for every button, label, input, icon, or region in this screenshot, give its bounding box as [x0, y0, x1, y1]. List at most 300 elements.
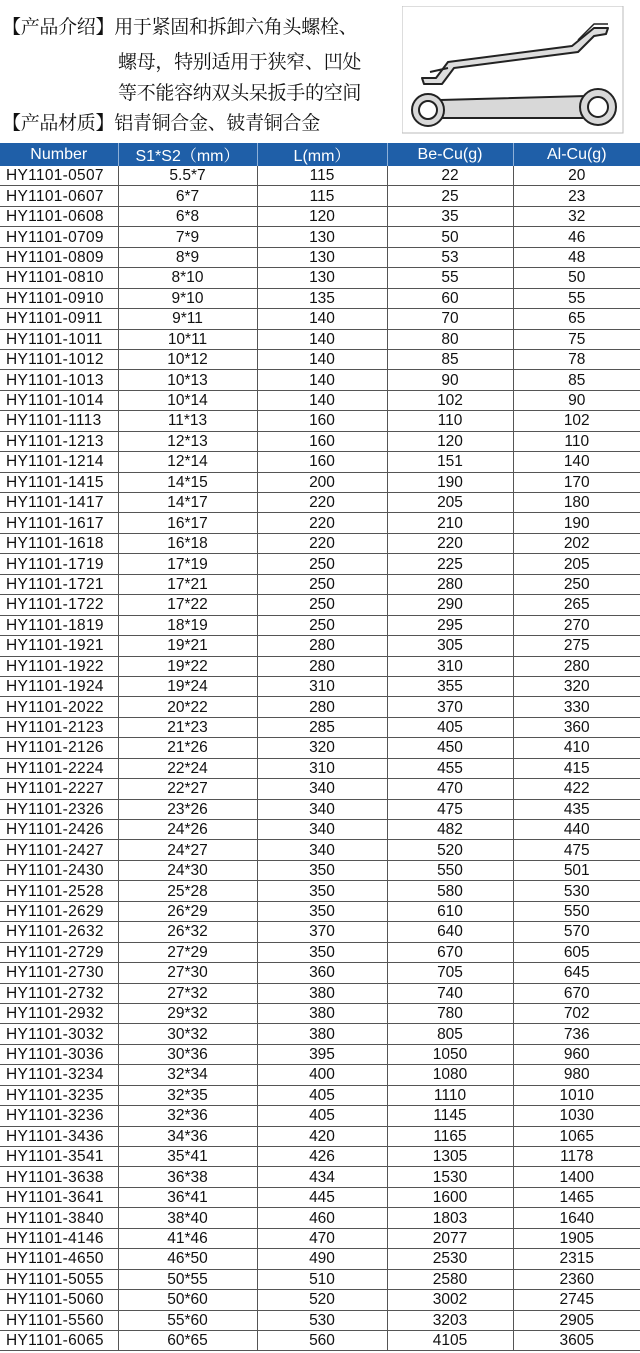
- cell-length: 340: [257, 840, 387, 860]
- cell-al-cu: 3605: [513, 1330, 640, 1350]
- cell-be-cu: 80: [387, 329, 513, 349]
- cell-al-cu: 980: [513, 1065, 640, 1085]
- table-row: [0, 942, 640, 962]
- table-row: [0, 513, 640, 533]
- table-row: [0, 288, 640, 308]
- cell-number: HY1101-1213: [0, 431, 118, 451]
- cell-size: 18*19: [118, 615, 257, 635]
- cell-size: 26*32: [118, 922, 257, 942]
- cell-be-cu: 1305: [387, 1147, 513, 1167]
- material-tag: 【产品材质】: [2, 112, 115, 134]
- cell-size: 34*36: [118, 1126, 257, 1146]
- table-header-row: [0, 143, 640, 166]
- cell-be-cu: 53: [387, 247, 513, 267]
- cell-number: HY1101-3036: [0, 1044, 118, 1064]
- cell-al-cu: 2315: [513, 1249, 640, 1269]
- table-row: [0, 1085, 640, 1105]
- cell-al-cu: 250: [513, 574, 640, 594]
- cell-be-cu: 520: [387, 840, 513, 860]
- cell-length: 380: [257, 983, 387, 1003]
- table-row: [0, 881, 640, 901]
- cell-length: 250: [257, 595, 387, 615]
- table-row: [0, 1187, 640, 1207]
- cell-length: 340: [257, 779, 387, 799]
- cell-number: HY1101-2629: [0, 901, 118, 921]
- table-row: [0, 860, 640, 880]
- cell-length: 395: [257, 1044, 387, 1064]
- table-row: [0, 697, 640, 717]
- cell-be-cu: 370: [387, 697, 513, 717]
- cell-length: 280: [257, 656, 387, 676]
- cell-length: 340: [257, 820, 387, 840]
- cell-size: 46*50: [118, 1249, 257, 1269]
- cell-length: 135: [257, 288, 387, 308]
- cell-number: HY1101-0607: [0, 186, 118, 206]
- cell-size: 19*24: [118, 676, 257, 696]
- table-row: [0, 1290, 640, 1310]
- cell-length: 280: [257, 697, 387, 717]
- table-row: [0, 268, 640, 288]
- cell-be-cu: 85: [387, 349, 513, 369]
- spec-table: [0, 143, 640, 1351]
- cell-al-cu: 736: [513, 1024, 640, 1044]
- cell-number: HY1101-3235: [0, 1085, 118, 1105]
- table-row: [0, 738, 640, 758]
- table-row: [0, 493, 640, 513]
- cell-number: HY1101-3234: [0, 1065, 118, 1085]
- cell-be-cu: 610: [387, 901, 513, 921]
- cell-al-cu: 205: [513, 554, 640, 574]
- cell-al-cu: 550: [513, 901, 640, 921]
- cell-be-cu: 550: [387, 860, 513, 880]
- cell-al-cu: 190: [513, 513, 640, 533]
- cell-be-cu: 1803: [387, 1208, 513, 1228]
- cell-al-cu: 1178: [513, 1147, 640, 1167]
- cell-length: 350: [257, 901, 387, 921]
- cell-size: 36*38: [118, 1167, 257, 1187]
- table-row: [0, 1228, 640, 1248]
- cell-length: 120: [257, 206, 387, 226]
- cell-length: 160: [257, 452, 387, 472]
- cell-size: 19*21: [118, 636, 257, 656]
- col-header-length: L(mm）: [257, 143, 387, 166]
- cell-size: 10*12: [118, 349, 257, 369]
- cell-size: 24*26: [118, 820, 257, 840]
- cell-be-cu: 305: [387, 636, 513, 656]
- cell-be-cu: 205: [387, 493, 513, 513]
- cell-number: HY1101-3436: [0, 1126, 118, 1146]
- cell-number: HY1101-1721: [0, 574, 118, 594]
- cell-al-cu: 440: [513, 820, 640, 840]
- cell-number: HY1101-1722: [0, 595, 118, 615]
- col-header-al-cu: Al-Cu(g): [513, 143, 640, 166]
- cell-al-cu: 320: [513, 676, 640, 696]
- cell-length: 140: [257, 390, 387, 410]
- cell-be-cu: 2530: [387, 1249, 513, 1269]
- cell-length: 200: [257, 472, 387, 492]
- cell-number: HY1101-4650: [0, 1249, 118, 1269]
- cell-length: 250: [257, 554, 387, 574]
- cell-length: 340: [257, 799, 387, 819]
- cell-size: 50*55: [118, 1269, 257, 1289]
- cell-be-cu: 1145: [387, 1106, 513, 1126]
- cell-length: 445: [257, 1187, 387, 1207]
- cell-al-cu: 645: [513, 963, 640, 983]
- cell-length: 250: [257, 615, 387, 635]
- cell-length: 310: [257, 676, 387, 696]
- cell-al-cu: 1030: [513, 1106, 640, 1126]
- table-row: [0, 676, 640, 696]
- cell-number: HY1101-0810: [0, 268, 118, 288]
- cell-size: 30*32: [118, 1024, 257, 1044]
- cell-size: 35*41: [118, 1147, 257, 1167]
- table-row: [0, 370, 640, 390]
- table-row: [0, 1249, 640, 1269]
- cell-length: 530: [257, 1310, 387, 1330]
- cell-number: HY1101-3840: [0, 1208, 118, 1228]
- cell-length: 380: [257, 1024, 387, 1044]
- cell-number: HY1101-3032: [0, 1024, 118, 1044]
- cell-size: 17*19: [118, 554, 257, 574]
- table-row: [0, 1330, 640, 1350]
- cell-be-cu: 705: [387, 963, 513, 983]
- cell-size: 8*9: [118, 247, 257, 267]
- cell-be-cu: 640: [387, 922, 513, 942]
- cell-size: 10*11: [118, 329, 257, 349]
- cell-be-cu: 280: [387, 574, 513, 594]
- cell-be-cu: 220: [387, 533, 513, 553]
- cell-number: HY1101-5055: [0, 1269, 118, 1289]
- cell-size: 16*17: [118, 513, 257, 533]
- cell-al-cu: 1010: [513, 1085, 640, 1105]
- cell-length: 220: [257, 493, 387, 513]
- cell-al-cu: 75: [513, 329, 640, 349]
- cell-length: 510: [257, 1269, 387, 1289]
- intro-line-1: [2, 14, 357, 40]
- cell-al-cu: 415: [513, 758, 640, 778]
- cell-al-cu: 1640: [513, 1208, 640, 1228]
- table-body: [0, 166, 640, 1351]
- cell-al-cu: 670: [513, 983, 640, 1003]
- cell-number: HY1101-1924: [0, 676, 118, 696]
- table-row: [0, 206, 640, 226]
- cell-be-cu: 1080: [387, 1065, 513, 1085]
- table-row: [0, 1126, 640, 1146]
- cell-al-cu: 435: [513, 799, 640, 819]
- table-row: [0, 615, 640, 635]
- table-row: [0, 533, 640, 553]
- cell-be-cu: 25: [387, 186, 513, 206]
- table-row: [0, 309, 640, 329]
- table-row: [0, 227, 640, 247]
- cell-be-cu: 1050: [387, 1044, 513, 1064]
- cell-size: 8*10: [118, 268, 257, 288]
- intro-line-3: 等不能容纳双头呆扳手的空间: [118, 82, 362, 104]
- cell-size: 32*34: [118, 1065, 257, 1085]
- cell-al-cu: 46: [513, 227, 640, 247]
- cell-size: 27*30: [118, 963, 257, 983]
- cell-be-cu: 102: [387, 390, 513, 410]
- cell-al-cu: 2745: [513, 1290, 640, 1310]
- cell-al-cu: 23: [513, 186, 640, 206]
- cell-length: 350: [257, 860, 387, 880]
- cell-length: 320: [257, 738, 387, 758]
- table-row: [0, 1044, 640, 1064]
- cell-size: 23*26: [118, 799, 257, 819]
- cell-be-cu: 450: [387, 738, 513, 758]
- cell-length: 380: [257, 1003, 387, 1023]
- cell-al-cu: 102: [513, 411, 640, 431]
- table-row: [0, 1065, 640, 1085]
- table-row: [0, 554, 640, 574]
- col-header-be-cu: Be-Cu(g): [387, 143, 513, 166]
- table-row: [0, 820, 640, 840]
- cell-length: 220: [257, 533, 387, 553]
- cell-size: 9*11: [118, 309, 257, 329]
- table-row: [0, 1024, 640, 1044]
- cell-al-cu: 501: [513, 860, 640, 880]
- offset-double-ring-wrench-icon: [402, 6, 624, 134]
- cell-be-cu: 805: [387, 1024, 513, 1044]
- cell-al-cu: 265: [513, 595, 640, 615]
- cell-length: 130: [257, 268, 387, 288]
- cell-size: 36*41: [118, 1187, 257, 1207]
- cell-al-cu: 422: [513, 779, 640, 799]
- table-row: [0, 186, 640, 206]
- cell-size: 27*32: [118, 983, 257, 1003]
- cell-al-cu: 48: [513, 247, 640, 267]
- cell-be-cu: 210: [387, 513, 513, 533]
- table-row: [0, 799, 640, 819]
- cell-size: 32*35: [118, 1085, 257, 1105]
- cell-length: 426: [257, 1147, 387, 1167]
- cell-al-cu: 170: [513, 472, 640, 492]
- cell-number: HY1101-4146: [0, 1228, 118, 1248]
- cell-size: 14*17: [118, 493, 257, 513]
- cell-size: 20*22: [118, 697, 257, 717]
- table-row: [0, 779, 640, 799]
- cell-al-cu: 410: [513, 738, 640, 758]
- cell-number: HY1101-1214: [0, 452, 118, 472]
- cell-size: 22*27: [118, 779, 257, 799]
- cell-size: 5.5*7: [118, 166, 257, 186]
- cell-al-cu: 140: [513, 452, 640, 472]
- table-row: [0, 1269, 640, 1289]
- cell-be-cu: 740: [387, 983, 513, 1003]
- cell-length: 280: [257, 636, 387, 656]
- table-row: [0, 758, 640, 778]
- cell-al-cu: 275: [513, 636, 640, 656]
- cell-length: 370: [257, 922, 387, 942]
- cell-length: 160: [257, 411, 387, 431]
- cell-length: 220: [257, 513, 387, 533]
- cell-length: 115: [257, 186, 387, 206]
- cell-number: HY1101-1013: [0, 370, 118, 390]
- cell-number: HY1101-2730: [0, 963, 118, 983]
- table-row: [0, 1208, 640, 1228]
- table-row: [0, 472, 640, 492]
- cell-be-cu: 225: [387, 554, 513, 574]
- cell-be-cu: 310: [387, 656, 513, 676]
- cell-number: HY1101-2732: [0, 983, 118, 1003]
- cell-size: 29*32: [118, 1003, 257, 1023]
- cell-size: 16*18: [118, 533, 257, 553]
- table-row: [0, 452, 640, 472]
- cell-be-cu: 1110: [387, 1085, 513, 1105]
- cell-size: 6*8: [118, 206, 257, 226]
- cell-number: HY1101-2528: [0, 881, 118, 901]
- cell-be-cu: 190: [387, 472, 513, 492]
- cell-al-cu: 1465: [513, 1187, 640, 1207]
- table-row: [0, 595, 640, 615]
- cell-number: HY1101-2427: [0, 840, 118, 860]
- table-row: [0, 983, 640, 1003]
- cell-number: HY1101-2430: [0, 860, 118, 880]
- cell-length: 310: [257, 758, 387, 778]
- cell-number: HY1101-1011: [0, 329, 118, 349]
- cell-al-cu: 270: [513, 615, 640, 635]
- cell-al-cu: 280: [513, 656, 640, 676]
- cell-al-cu: 65: [513, 309, 640, 329]
- cell-length: 470: [257, 1228, 387, 1248]
- cell-number: HY1101-2932: [0, 1003, 118, 1023]
- cell-length: 250: [257, 574, 387, 594]
- cell-al-cu: 475: [513, 840, 640, 860]
- cell-number: HY1101-6065: [0, 1330, 118, 1350]
- cell-size: 10*14: [118, 390, 257, 410]
- cell-size: 12*13: [118, 431, 257, 451]
- cell-number: HY1101-1921: [0, 636, 118, 656]
- cell-length: 350: [257, 881, 387, 901]
- cell-be-cu: 120: [387, 431, 513, 451]
- cell-length: 420: [257, 1126, 387, 1146]
- table-row: [0, 656, 640, 676]
- col-header-number: Number: [0, 143, 118, 166]
- cell-number: HY1101-0911: [0, 309, 118, 329]
- cell-be-cu: 3203: [387, 1310, 513, 1330]
- table-row: [0, 411, 640, 431]
- cell-be-cu: 35: [387, 206, 513, 226]
- cell-size: 24*27: [118, 840, 257, 860]
- cell-length: 130: [257, 227, 387, 247]
- cell-length: 160: [257, 431, 387, 451]
- cell-size: 21*23: [118, 717, 257, 737]
- cell-size: 10*13: [118, 370, 257, 390]
- cell-number: HY1101-1014: [0, 390, 118, 410]
- cell-be-cu: 50: [387, 227, 513, 247]
- cell-number: HY1101-1819: [0, 615, 118, 635]
- cell-be-cu: 482: [387, 820, 513, 840]
- cell-be-cu: 4105: [387, 1330, 513, 1350]
- cell-al-cu: 702: [513, 1003, 640, 1023]
- cell-number: HY1101-2426: [0, 820, 118, 840]
- cell-number: HY1101-3541: [0, 1147, 118, 1167]
- table-row: [0, 574, 640, 594]
- cell-be-cu: 90: [387, 370, 513, 390]
- table-row: [0, 1147, 640, 1167]
- cell-size: 21*26: [118, 738, 257, 758]
- cell-size: 27*29: [118, 942, 257, 962]
- cell-be-cu: 1600: [387, 1187, 513, 1207]
- cell-number: HY1101-2632: [0, 922, 118, 942]
- cell-number: HY1101-3236: [0, 1106, 118, 1126]
- cell-size: 12*14: [118, 452, 257, 472]
- table-row: [0, 922, 640, 942]
- cell-al-cu: 530: [513, 881, 640, 901]
- intro-text-1: 用于紧固和拆卸六角头螺栓、: [114, 16, 358, 38]
- cell-number: HY1101-2123: [0, 717, 118, 737]
- cell-al-cu: 32: [513, 206, 640, 226]
- cell-number: HY1101-0709: [0, 227, 118, 247]
- cell-number: HY1101-1012: [0, 349, 118, 369]
- cell-al-cu: 605: [513, 942, 640, 962]
- cell-be-cu: 1165: [387, 1126, 513, 1146]
- cell-number: HY1101-0910: [0, 288, 118, 308]
- cell-number: HY1101-2224: [0, 758, 118, 778]
- cell-al-cu: 20: [513, 166, 640, 186]
- cell-al-cu: 50: [513, 268, 640, 288]
- cell-al-cu: 2360: [513, 1269, 640, 1289]
- cell-be-cu: 475: [387, 799, 513, 819]
- cell-size: 14*15: [118, 472, 257, 492]
- cell-al-cu: 55: [513, 288, 640, 308]
- cell-al-cu: 960: [513, 1044, 640, 1064]
- cell-al-cu: 330: [513, 697, 640, 717]
- cell-al-cu: 90: [513, 390, 640, 410]
- cell-al-cu: 2905: [513, 1310, 640, 1330]
- cell-number: HY1101-3641: [0, 1187, 118, 1207]
- cell-length: 460: [257, 1208, 387, 1228]
- cell-length: 434: [257, 1167, 387, 1187]
- intro-line-2: 螺母，特别适用于狭窄、凹处: [118, 51, 362, 73]
- cell-be-cu: 55: [387, 268, 513, 288]
- cell-size: 7*9: [118, 227, 257, 247]
- cell-be-cu: 151: [387, 452, 513, 472]
- cell-be-cu: 110: [387, 411, 513, 431]
- cell-size: 24*30: [118, 860, 257, 880]
- cell-number: HY1101-2326: [0, 799, 118, 819]
- cell-al-cu: 1400: [513, 1167, 640, 1187]
- intro-line-4: [2, 110, 320, 136]
- cell-number: HY1101-1617: [0, 513, 118, 533]
- cell-length: 360: [257, 963, 387, 983]
- cell-be-cu: 2077: [387, 1228, 513, 1248]
- cell-size: 19*22: [118, 656, 257, 676]
- cell-size: 17*21: [118, 574, 257, 594]
- cell-length: 285: [257, 717, 387, 737]
- table-row: [0, 390, 640, 410]
- cell-length: 560: [257, 1330, 387, 1350]
- cell-al-cu: 570: [513, 922, 640, 942]
- cell-size: 9*10: [118, 288, 257, 308]
- cell-number: HY1101-1415: [0, 472, 118, 492]
- cell-be-cu: 70: [387, 309, 513, 329]
- cell-be-cu: 470: [387, 779, 513, 799]
- cell-al-cu: 1905: [513, 1228, 640, 1248]
- cell-number: HY1101-5060: [0, 1290, 118, 1310]
- product-intro: [0, 0, 640, 142]
- cell-size: 38*40: [118, 1208, 257, 1228]
- cell-al-cu: 360: [513, 717, 640, 737]
- cell-length: 140: [257, 349, 387, 369]
- cell-al-cu: 78: [513, 349, 640, 369]
- cell-number: HY1101-2126: [0, 738, 118, 758]
- cell-number: HY1101-3638: [0, 1167, 118, 1187]
- cell-al-cu: 110: [513, 431, 640, 451]
- table-row: [0, 901, 640, 921]
- table-row: [0, 636, 640, 656]
- cell-number: HY1101-1417: [0, 493, 118, 513]
